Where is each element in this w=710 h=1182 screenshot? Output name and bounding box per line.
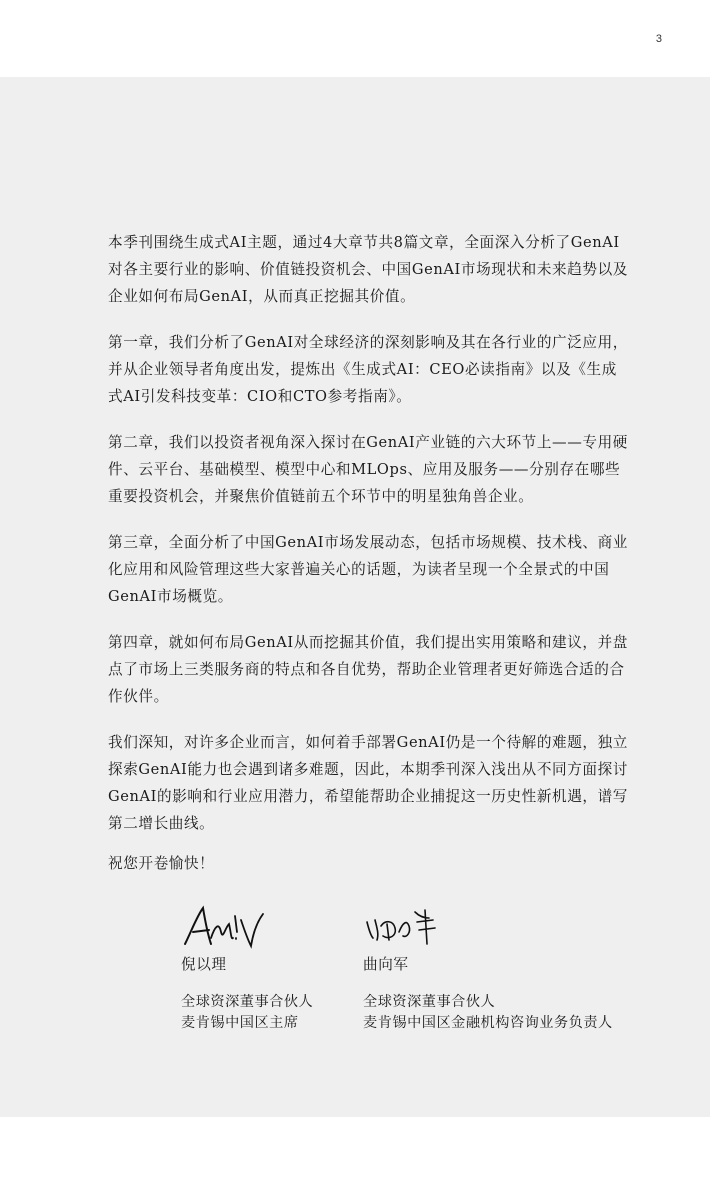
signatory-qu-xiangjun	[363, 902, 613, 1034]
signatory-name: 倪以理	[181, 956, 227, 973]
signatory-title-1: 全球资深董事合伙人	[181, 994, 314, 1010]
letter-body	[108, 229, 628, 856]
paragraph-chapter-1: 第一章，我们分析了GenAI对全球经济的深刻影响及其在各行业的广泛应用， 并从企业领导者角度出发，提炼出《生成式AI：CEO必读指南》以及《生成式AI引发科技变革：CIO和CTO参考指南》。	[108, 334, 629, 405]
paragraph-intro: 本季刊围绕生成式AI主题，通过4大章节共8篇文章，全面深入分析了GenAI对各主要行业的影响、价值链投资机会、中国GenAI市场现状和未来趋势以及企业如何布局GenAI，从而真正挖掘其价值。	[108, 234, 629, 305]
signatory-name: 曲向军	[363, 956, 409, 973]
signatory-ni-yili	[181, 902, 313, 1034]
paragraph-chapter-2: 第二章，我们以投资者视角深入探讨在GenAI产业链的六大环节上——专用硬件、云平台、基础模型、模型中心和MLOps、应用及服务——分别存在哪些重要投资机会，并聚焦价值链前五个环节中的明星独角兽企业。	[108, 434, 629, 505]
signature-ni-yili	[181, 902, 271, 950]
signatory-title-1: 全球资深董事合伙人	[363, 994, 496, 1010]
page-number: 3	[655, 33, 662, 45]
paragraph-conclusion: 我们深知，对许多企业而言，如何着手部署GenAI仍是一个待解的难题，独立探索GenAI能力也会遇到诸多难题，因此，本期季刊深入浅出从不同方面探讨 GenAI的影响和行业应用潜力，希望能帮助企业捕捉这一历史性新机遇，谱写第二增长曲线。	[108, 734, 629, 832]
signatory-title-2: 麦肯锡中国区金融机构咨询业务负责人	[363, 1015, 613, 1031]
signature-qu-xiangjun	[363, 902, 453, 950]
closing-line: 祝您开卷愉快！	[108, 855, 215, 872]
paragraph-chapter-4: 第四章，就如何布局GenAI从而挖掘其价值，我们提出实用策略和建议，并盘点了市场上三类服务商的特点和各自优势，帮助企业管理者更好筛选合适的合作伙伴。	[108, 634, 629, 705]
paragraph-chapter-3: 第三章，全面分析了中国GenAI市场发展动态，包括市场规模、技术栈、商业化应用和风险管理这些大家普遍关心的话题，为读者呈现一个全景式的中国GenAI市场概览。	[108, 534, 629, 605]
signatory-title-2: 麦肯锡中国区主席	[181, 1015, 299, 1031]
